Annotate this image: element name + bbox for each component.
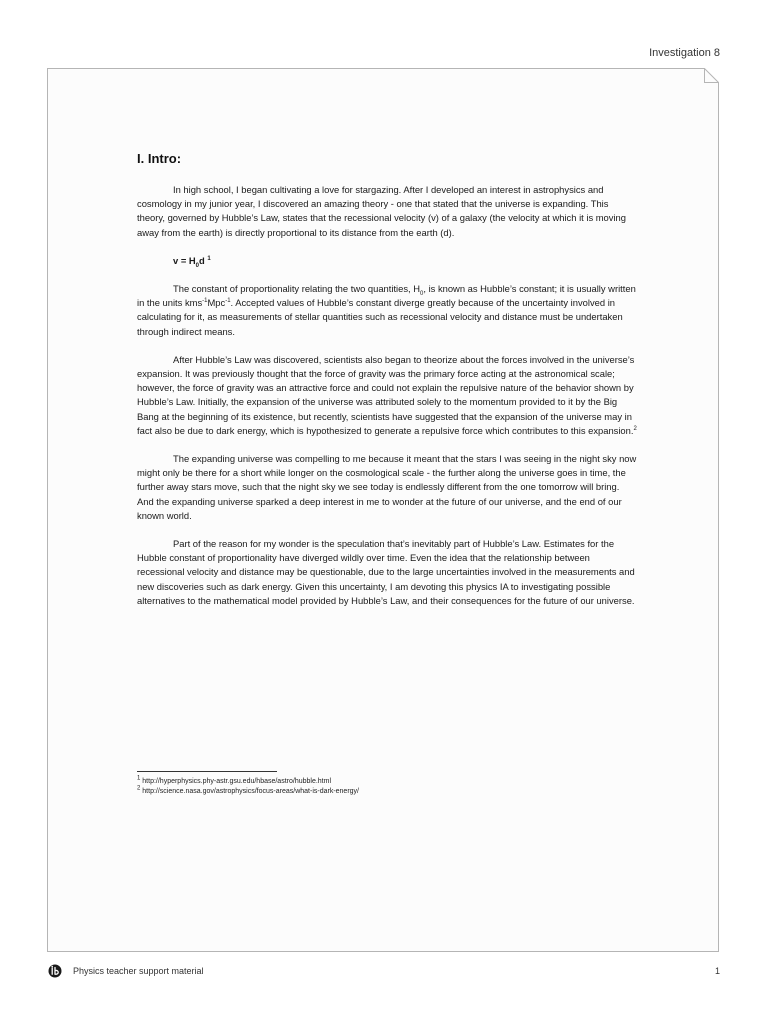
document-body [137,151,637,622]
unit-exponent-2: -1 [225,298,231,305]
footnote-divider [137,771,277,772]
page-footer [48,965,720,979]
ib-logo-icon [48,964,62,978]
footnote-2-number: 2 [137,785,141,792]
paragraph-2-part-b: , is known as Hubble’s constant; it is usually written in the units kms [137,283,636,309]
page-number: 1 [714,966,720,976]
footnote-ref-2: 2 [633,425,637,432]
footnote-ref-1: 1 [207,255,211,262]
footer-label: Physics teacher support material [73,966,204,976]
formula-subscript: 0 [195,262,200,269]
formula-rhs: d [199,254,208,266]
hubble-formula [173,254,637,268]
paragraph-1: In high school, I began cultivating a love for stargazing. After I developed an interest in astrophysics and cosmology in my junior year, I discovered an amazing theory - one that stated that the universe is expanding. This theory, governed by Hubble’s Law, states that the recessional velocity (v) of a galaxy (the velocity at which it is moving away from the earth) is directly proportional to its distance from the earth (d). [137,184,626,238]
paragraph-3 [137,353,637,438]
paragraph-2-part-d: . Accepted values of Hubble’s constant diverge greatly because of the uncertainty involved in calculating for it, as measurements of stellar quantities such as recessional velocity and distance must be undertaken through indirect means. [137,297,623,337]
hubble-constant-subscript: 0 [420,290,424,297]
paragraph-2 [137,282,637,339]
footnote-1-link[interactable]: http://hyperphysics.phy-astr.gsu.edu/hbase/astro/hubble.html [140,778,332,785]
paragraph-4: The expanding universe was compelling to me because it meant that the stars I was seeing in the night sky now might only be there for a short while longer on the cosmological scale - the further along the universe goes in time, the further away stars move, such that the night sky we see today is endlessly different from the one tomorrow will bring. And the expanding universe sparked a deep interest in me to wonder at the future of our universe, and the end of our known world. [137,453,637,521]
footnote-1 [137,777,359,787]
footnote-1-number: 1 [137,775,141,782]
formula-lhs: v = H [173,254,196,266]
footnote-2-link[interactable]: http://science.nasa.gov/astrophysics/focus-areas/what-is-dark-energy/ [140,787,359,795]
footnotes [137,777,359,796]
section-heading: I. Intro: [137,151,182,166]
unit-exponent-1: -1 [202,298,208,305]
paragraph-2-part-a: The constant of proportionality relating the two quantities, H [173,283,421,295]
header-label: Investigation 8 [649,47,720,59]
footnote-2 [137,787,359,797]
paragraph-3-text: After Hubble’s Law was discovered, scientists also began to theorize about the forces involved in the universe’s expansion. It was previously thought that the force of gravity was the primary force acting at the astronomical scale; however, the force of gravity was an attractive force and could not explain the repulsive nature of the behavior shown by Hubble’s Law. Initially, the expansion of the universe was attributed solely to the momentum provided to it by the Big Bang at the beginning of its existence, but recently, scientists have suggested that the expansion of the universe may in fact also be due to dark energy, which is hypothesized to generate a repulsive force which contributes to this expansion. [137,353,635,436]
paragraph-2-part-c: Mpc [207,297,226,309]
paragraph-5: Part of the reason for my wonder is the speculation that’s inevitably part of Hubble’s Law. Estimates for the Hubble constant of proportionality have diverged wildly over time. Even the idea that the relationship between recessional velocity and distance may be questionable, due to the large uncertainties involved in the measurements and new discoveries such as dark energy. Given this uncertainty, I am devoting this physics IA to investigating possible alternatives to the mathematical model provided by Hubble’s Law, and their consequences for the future of our universe. [137,538,635,606]
